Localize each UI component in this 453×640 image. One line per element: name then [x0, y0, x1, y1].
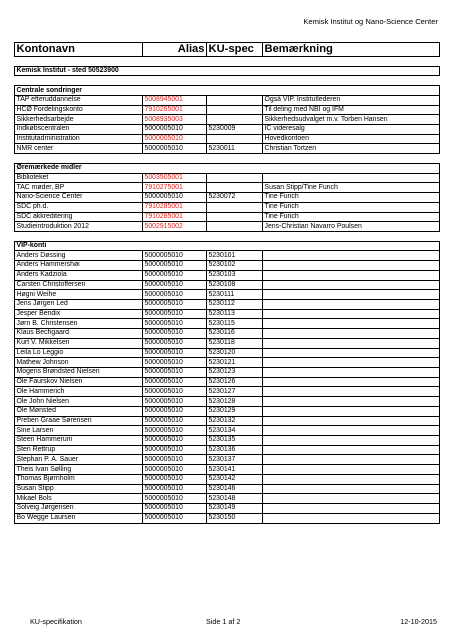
cell-ku-spec: 5230127 [207, 387, 263, 397]
table-row [15, 426, 440, 436]
cell-alias: 5000005010 [143, 309, 207, 319]
cell-ku-spec: 5230102 [207, 261, 263, 271]
cell-bemaerkning: Jens-Christian Navarro Poulsen [263, 222, 440, 232]
cell-alias: 5000005010 [143, 397, 207, 407]
cell-kontonavn: Mikael Bols [15, 494, 143, 504]
cell-kontonavn: Anders Døssing [15, 251, 143, 261]
table-row [15, 445, 440, 455]
table-row [15, 494, 440, 504]
table-row [15, 436, 440, 446]
cell-bemaerkning [263, 494, 440, 504]
cell-ku-spec: 5230101 [207, 251, 263, 261]
cell-alias: 5000005010 [143, 358, 207, 368]
footer-doc-name: KU-specifikation [30, 617, 82, 626]
cell-alias: 7910285001 [143, 212, 207, 222]
cell-kontonavn: Carsten Christoffersen [15, 280, 143, 290]
cell-kontonavn: Steen Hammerum [15, 436, 143, 446]
table-row [15, 183, 440, 193]
cell-alias: 5000005010 [143, 513, 207, 523]
cell-bemaerkning [263, 309, 440, 319]
table-row [15, 280, 440, 290]
cell-ku-spec: 5230112 [207, 299, 263, 309]
cell-kontonavn: Nano-Science Center [15, 193, 143, 203]
cell-ku-spec: 5230011 [207, 144, 263, 154]
cell-kontonavn: Anders Kadziola [15, 270, 143, 280]
cell-ku-spec: 5230113 [207, 309, 263, 319]
cell-bemaerkning [263, 173, 440, 183]
table-row [15, 290, 440, 300]
cell-bemaerkning [263, 280, 440, 290]
cell-alias: 5000005010 [143, 368, 207, 378]
site-title-row [15, 66, 440, 76]
section-header-row [15, 163, 440, 173]
cell-kontonavn: Sikkerhedsarbejde [15, 115, 143, 125]
cell-ku-spec [207, 183, 263, 193]
cell-alias: 5000005010 [143, 270, 207, 280]
table-row [15, 144, 440, 154]
cell-alias: 5003505001 [143, 173, 207, 183]
cell-ku-spec: 5230150 [207, 513, 263, 523]
spacer-row [15, 231, 440, 241]
spacer-row [15, 76, 440, 86]
cell-kontonavn: Jesper Bendix [15, 309, 143, 319]
cell-alias: 5000005010 [143, 134, 207, 144]
spacer-row [15, 154, 440, 164]
cell-bemaerkning [263, 484, 440, 494]
column-header-kontonavn: Kontonavn [15, 43, 143, 57]
cell-kontonavn: Anders Hammershøi [15, 261, 143, 271]
table-row [15, 368, 440, 378]
cell-kontonavn: Indkøbscentralen [15, 125, 143, 135]
cell-ku-spec: 5230123 [207, 368, 263, 378]
cell-kontonavn: Susan Stipp [15, 484, 143, 494]
section-header-row [15, 241, 440, 251]
cell-bemaerkning [263, 387, 440, 397]
cell-bemaerkning: Christian Tortzen [263, 144, 440, 154]
cell-bemaerkning [263, 377, 440, 387]
cell-alias: 5000005010 [143, 280, 207, 290]
table-row [15, 504, 440, 514]
cell-bemaerkning [263, 474, 440, 484]
cell-ku-spec: 5230115 [207, 319, 263, 329]
cell-ku-spec: 5230009 [207, 125, 263, 135]
cell-alias: 5000005010 [143, 125, 207, 135]
cell-ku-spec: 5230108 [207, 280, 263, 290]
column-header-bemaerkning: Bemærkning [263, 43, 440, 57]
cell-alias: 5008935003 [143, 115, 207, 125]
cell-ku-spec: 5230128 [207, 397, 263, 407]
cell-alias: 5008945001 [143, 95, 207, 105]
table-row [15, 465, 440, 475]
table-row [15, 95, 440, 105]
cell-alias: 5000005010 [143, 387, 207, 397]
table-row [15, 484, 440, 494]
cell-alias: 5000005010 [143, 474, 207, 484]
table-row [15, 387, 440, 397]
cell-alias: 5000005010 [143, 465, 207, 475]
cell-bemaerkning [263, 426, 440, 436]
cell-kontonavn: Solveig Jørgensen [15, 504, 143, 514]
table-row [15, 416, 440, 426]
table-row [15, 134, 440, 144]
cell-bemaerkning: IC videresalg [263, 125, 440, 135]
cell-ku-spec [207, 212, 263, 222]
cell-bemaerkning: Også VIP. Institutlederen [263, 95, 440, 105]
cell-alias: 5002915002 [143, 222, 207, 232]
cell-kontonavn: Biblioteket [15, 173, 143, 183]
cell-kontonavn: Leila Lo Leggio [15, 348, 143, 358]
table-row [15, 406, 440, 416]
account-table [14, 42, 440, 524]
cell-alias: 7910265001 [143, 105, 207, 115]
section-header-row [15, 86, 440, 96]
cell-bemaerkning [263, 436, 440, 446]
cell-kontonavn: Jørn B. Christensen [15, 319, 143, 329]
cell-ku-spec: 5230146 [207, 484, 263, 494]
table-row [15, 455, 440, 465]
cell-ku-spec: 5230149 [207, 504, 263, 514]
cell-bemaerkning [263, 290, 440, 300]
cell-alias: 5000005010 [143, 290, 207, 300]
cell-kontonavn: Stephan P. A. Sauer [15, 455, 143, 465]
cell-ku-spec: 5230142 [207, 474, 263, 484]
cell-kontonavn: NMR center [15, 144, 143, 154]
table-row [15, 270, 440, 280]
table-row [15, 261, 440, 271]
page-header-org: Kemisk Institut og Nano-Science Center [303, 17, 438, 26]
cell-bemaerkning [263, 319, 440, 329]
cell-bemaerkning [263, 358, 440, 368]
cell-alias: 5000005010 [143, 445, 207, 455]
cell-ku-spec: 5230072 [207, 193, 263, 203]
cell-bemaerkning [263, 348, 440, 358]
table-row [15, 193, 440, 203]
table-row [15, 251, 440, 261]
cell-bemaerkning: Tine Funch [263, 212, 440, 222]
table-row [15, 397, 440, 407]
cell-bemaerkning: Hovedkontoen [263, 134, 440, 144]
cell-alias: 5000005010 [143, 319, 207, 329]
cell-bemaerkning [263, 368, 440, 378]
table-row [15, 377, 440, 387]
cell-alias: 5000005010 [143, 436, 207, 446]
cell-kontonavn: TAC møder, BP [15, 183, 143, 193]
cell-alias: 5000005010 [143, 251, 207, 261]
cell-kontonavn: Jens Jørgen Led [15, 299, 143, 309]
cell-ku-spec [207, 95, 263, 105]
cell-ku-spec: 5230141 [207, 465, 263, 475]
cell-kontonavn: Institutadministration [15, 134, 143, 144]
table-row [15, 212, 440, 222]
cell-alias: 5000005010 [143, 455, 207, 465]
cell-ku-spec: 5230126 [207, 377, 263, 387]
table-row [15, 338, 440, 348]
cell-ku-spec: 5230129 [207, 406, 263, 416]
cell-ku-spec: 5230132 [207, 416, 263, 426]
cell-ku-spec: 5230121 [207, 358, 263, 368]
cell-ku-spec [207, 222, 263, 232]
table-row [15, 513, 440, 523]
cell-alias: 5000005010 [143, 348, 207, 358]
footer-page-number: Side 1 af 2 [206, 617, 241, 626]
cell-bemaerkning: Tine Funch [263, 202, 440, 212]
table-row [15, 474, 440, 484]
cell-ku-spec: 5230134 [207, 426, 263, 436]
account-table-body [15, 43, 440, 524]
cell-alias: 5000005010 [143, 494, 207, 504]
cell-ku-spec: 5230137 [207, 455, 263, 465]
cell-alias: 7910285001 [143, 202, 207, 212]
cell-alias: 5000005010 [143, 144, 207, 154]
cell-kontonavn: Sine Larsen [15, 426, 143, 436]
cell-kontonavn: SDC akkreditering [15, 212, 143, 222]
table-row [15, 348, 440, 358]
cell-kontonavn: Ole Faurskov Nielsen [15, 377, 143, 387]
cell-kontonavn: Theis Ivan Sølling [15, 465, 143, 475]
cell-alias: 5000005010 [143, 484, 207, 494]
table-row [15, 202, 440, 212]
section-title: Øremærkede midler [15, 163, 440, 173]
cell-kontonavn: TAP efteruddannelse [15, 95, 143, 105]
footer-date: 12-10-2015 [400, 617, 437, 626]
cell-kontonavn: Mathew Johnson [15, 358, 143, 368]
table-row [15, 309, 440, 319]
cell-alias: 5000005010 [143, 329, 207, 339]
cell-bemaerkning [263, 299, 440, 309]
cell-bemaerkning [263, 465, 440, 475]
cell-alias: 5000005010 [143, 338, 207, 348]
cell-bemaerkning: Susan Stipp/Tine Funch [263, 183, 440, 193]
table-row [15, 319, 440, 329]
cell-alias: 5000005010 [143, 377, 207, 387]
cell-kontonavn: Ole Hammerich [15, 387, 143, 397]
cell-ku-spec: 5230111 [207, 290, 263, 300]
column-header-ku-spec: KU-spec [207, 43, 263, 57]
cell-kontonavn: Sten Rettrup [15, 445, 143, 455]
cell-alias: 7910275001 [143, 183, 207, 193]
table-row [15, 125, 440, 135]
cell-ku-spec [207, 115, 263, 125]
cell-kontonavn: Kurt V. Mikkelsen [15, 338, 143, 348]
section-title: VIP-konti [15, 241, 440, 251]
cell-ku-spec [207, 134, 263, 144]
cell-kontonavn: Preben Graae Sørensen [15, 416, 143, 426]
cell-bemaerkning [263, 251, 440, 261]
cell-bemaerkning [263, 329, 440, 339]
column-header-alias: Alias [143, 43, 207, 57]
table-row [15, 358, 440, 368]
table-row [15, 105, 440, 115]
cell-ku-spec: 5230135 [207, 436, 263, 446]
cell-bemaerkning: Til deling med NBI og IFM [263, 105, 440, 115]
cell-ku-spec: 5230136 [207, 445, 263, 455]
section-title: Centrale sondringer [15, 86, 440, 96]
cell-bemaerkning [263, 455, 440, 465]
cell-bemaerkning [263, 504, 440, 514]
cell-ku-spec [207, 202, 263, 212]
cell-bemaerkning [263, 416, 440, 426]
cell-bemaerkning [263, 270, 440, 280]
cell-kontonavn: Bo Wegge Laursen [15, 513, 143, 523]
cell-ku-spec: 5230148 [207, 494, 263, 504]
table-row [15, 299, 440, 309]
cell-ku-spec [207, 173, 263, 183]
cell-bemaerkning [263, 397, 440, 407]
cell-ku-spec: 5230118 [207, 338, 263, 348]
cell-kontonavn: SDC ph.d. [15, 202, 143, 212]
cell-alias: 5000005010 [143, 406, 207, 416]
cell-kontonavn: Klaus Bechgaard [15, 329, 143, 339]
cell-kontonavn: Høgni Weihe [15, 290, 143, 300]
cell-alias: 5000005010 [143, 426, 207, 436]
cell-alias: 5000005010 [143, 504, 207, 514]
cell-alias: 5000005010 [143, 299, 207, 309]
cell-ku-spec: 5230116 [207, 329, 263, 339]
cell-bemaerkning [263, 445, 440, 455]
cell-kontonavn: Studieintroduktion 2012 [15, 222, 143, 232]
cell-kontonavn: Mogens Brøndsted Nielsen [15, 368, 143, 378]
cell-ku-spec: 5230103 [207, 270, 263, 280]
cell-bemaerkning [263, 261, 440, 271]
table-row [15, 329, 440, 339]
column-header-row [15, 43, 440, 57]
table-row [15, 115, 440, 125]
cell-kontonavn: Thomas Bjørnholm [15, 474, 143, 484]
cell-kontonavn: Ole John Nielsen [15, 397, 143, 407]
cell-bemaerkning [263, 406, 440, 416]
table-row [15, 173, 440, 183]
cell-bemaerkning: Tine Funch [263, 193, 440, 203]
cell-kontonavn: Ole Mønsted [15, 406, 143, 416]
cell-kontonavn: HCØ Fordelingskonto [15, 105, 143, 115]
cell-alias: 5000005010 [143, 193, 207, 203]
cell-ku-spec: 5230120 [207, 348, 263, 358]
cell-bemaerkning [263, 513, 440, 523]
table-row [15, 222, 440, 232]
cell-bemaerkning [263, 338, 440, 348]
spacer-row [15, 57, 440, 67]
site-title: Kemisk Institut - sted 50523900 [15, 66, 440, 76]
cell-alias: 5000005010 [143, 261, 207, 271]
cell-bemaerkning: Sikkerhedsudvalget m.v. Torben Hansen [263, 115, 440, 125]
cell-alias: 5000005010 [143, 416, 207, 426]
cell-ku-spec [207, 105, 263, 115]
